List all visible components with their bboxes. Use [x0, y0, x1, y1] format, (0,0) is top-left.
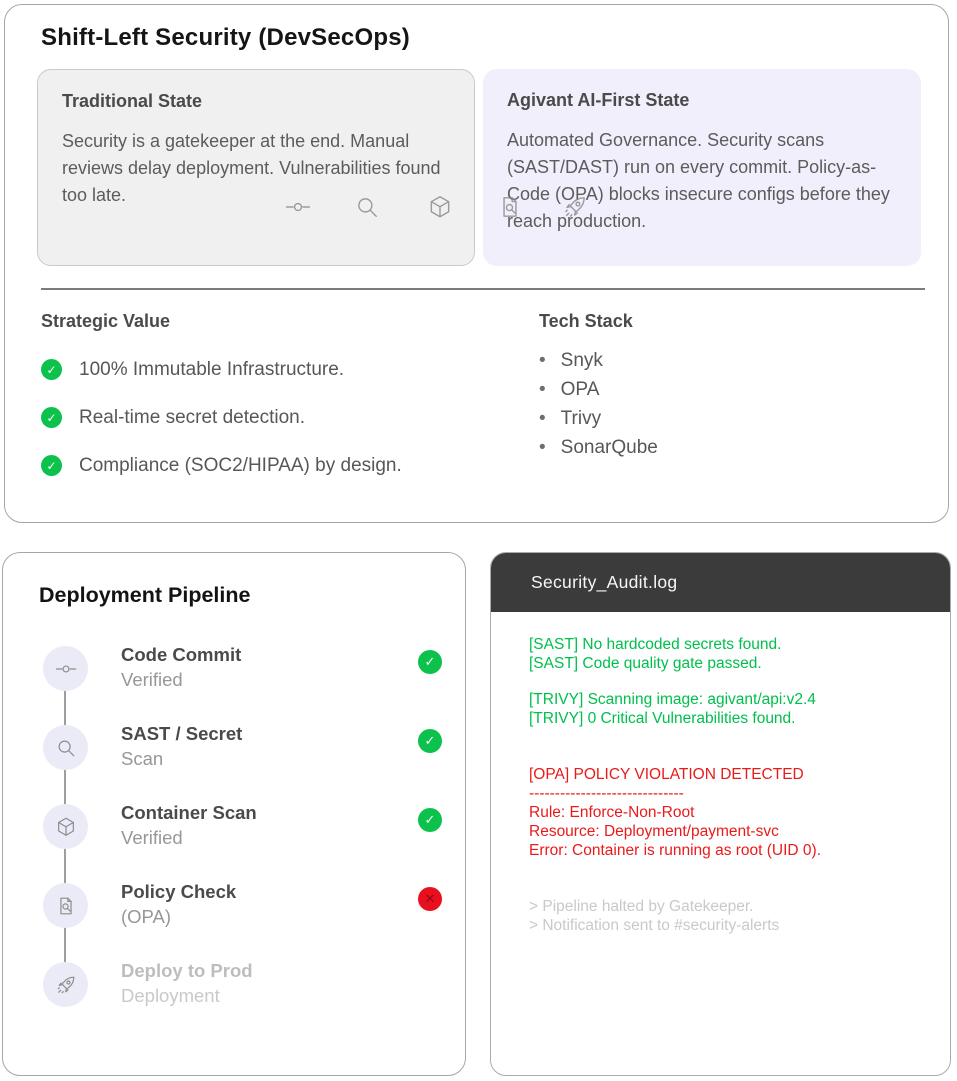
log-line: ------------------------------ — [529, 785, 684, 802]
pipeline-step-policy-check — [3, 883, 465, 929]
pipeline-step-code-commit — [3, 646, 465, 692]
log-line: [TRIVY] 0 Critical Vulnerabilities found. — [529, 710, 796, 727]
step-subtitle: Deployment — [121, 985, 220, 1006]
strategic-value-item: Real-time secret detection. — [79, 406, 305, 428]
check-circle-icon: ✓ — [41, 407, 62, 428]
rocket-icon — [43, 962, 88, 1007]
policy-doc-icon — [497, 194, 523, 220]
step-text — [121, 800, 257, 850]
ai-first-state-box — [483, 69, 921, 266]
list-item — [539, 404, 658, 433]
list-item — [41, 407, 491, 428]
tech-stack-item: SonarQube — [560, 437, 658, 458]
list-item — [539, 346, 658, 375]
step-subtitle: (OPA) — [121, 906, 172, 927]
cube-icon — [43, 804, 88, 849]
strategic-value-item: 100% Immutable Infrastructure. — [79, 358, 345, 380]
strategic-value-section — [41, 311, 491, 476]
step-title: Container Scan — [121, 802, 257, 823]
list-item — [41, 359, 491, 380]
rocket-icon — [562, 194, 588, 220]
log-group-opa-violation — [529, 765, 922, 860]
terminal-title: Security_Audit.log — [531, 572, 678, 592]
step-title: SAST / Secret — [121, 723, 243, 744]
commit-icon — [285, 194, 311, 220]
bullet-icon: • — [539, 350, 546, 371]
strategic-value-item: Compliance (SOC2/HIPAA) by design. — [79, 454, 402, 476]
log-line: Resource: Deployment/payment-svc — [529, 823, 779, 840]
step-text — [121, 958, 253, 1008]
step-subtitle: Verified — [121, 669, 183, 690]
step-text — [121, 642, 241, 692]
pipeline-step-deploy-to-prod — [3, 962, 465, 1008]
log-line: [OPA] POLICY VIOLATION DETECTED — [529, 766, 804, 783]
log-line: [TRIVY] Scanning image: agivant/api:v2.4 — [529, 691, 816, 708]
step-title: Deploy to Prod — [121, 960, 253, 981]
step-text — [121, 721, 242, 771]
policy-doc-icon — [43, 883, 88, 928]
log-line: > Pipeline halted by Gatekeeper. — [529, 898, 754, 915]
log-line: > Notification sent to #security-alerts — [529, 917, 780, 934]
list-item — [539, 433, 658, 462]
check-circle-icon: ✓ — [41, 359, 62, 380]
pipeline-step-sast-scan — [3, 725, 465, 771]
commit-icon — [43, 646, 88, 691]
step-subtitle: Verified — [121, 827, 183, 848]
log-line: [SAST] Code quality gate passed. — [529, 655, 762, 672]
pipeline-step-container-scan — [3, 804, 465, 850]
check-circle-icon: ✓ — [41, 455, 62, 476]
bullet-icon: • — [539, 408, 546, 429]
list-item — [539, 375, 658, 404]
status-success-icon: ✓ — [418, 650, 442, 674]
step-title: Policy Check — [121, 881, 237, 902]
bullet-icon: • — [539, 379, 546, 400]
cube-icon — [427, 194, 453, 220]
security-audit-log-card — [490, 552, 951, 1076]
traditional-state-title: Traditional State — [62, 91, 203, 111]
tech-stack-list — [539, 346, 658, 462]
search-icon — [43, 725, 88, 770]
ai-first-state-body: Automated Governance. Security scans (SAST/DAST) run on every commit. Policy-as-Code (OPA) blocks insecure configs before they reach production. — [507, 130, 890, 231]
bullet-icon: • — [539, 437, 546, 458]
status-success-icon: ✓ — [418, 808, 442, 832]
page-title: Shift-Left Security (DevSecOps) — [41, 24, 410, 51]
tech-stack-title: Tech Stack — [539, 311, 633, 331]
tech-stack-item: Trivy — [560, 408, 602, 429]
log-group-sast — [529, 635, 922, 673]
pipeline-title: Deployment Pipeline — [39, 583, 251, 607]
shift-left-security-card — [4, 4, 949, 523]
section-divider — [41, 288, 925, 290]
deployment-pipeline-card — [2, 552, 466, 1076]
log-line: [SAST] No hardcoded secrets found. — [529, 636, 782, 653]
tech-stack-item: OPA — [560, 379, 600, 400]
log-group-trivy — [529, 690, 922, 728]
log-line: Error: Container is running as root (UID 0). — [529, 842, 822, 859]
status-success-icon: ✓ — [418, 729, 442, 753]
terminal-body — [491, 612, 950, 935]
step-text — [121, 879, 236, 929]
strategic-value-title: Strategic Value — [41, 311, 171, 331]
status-failed-icon: ✕ — [418, 887, 442, 911]
tech-stack-section — [539, 311, 658, 462]
search-icon — [354, 194, 380, 220]
list-item — [41, 455, 491, 476]
tech-stack-item: Snyk — [560, 350, 603, 371]
log-line: Rule: Enforce-Non-Root — [529, 804, 695, 821]
step-subtitle: Scan — [121, 748, 164, 769]
step-title: Code Commit — [121, 644, 242, 665]
ai-first-state-title: Agivant AI-First State — [507, 90, 690, 110]
traditional-state-box — [37, 69, 475, 266]
traditional-state-body: Security is a gatekeeper at the end. Manual reviews delay deployment. Vulnerabilities found too late. — [62, 131, 441, 205]
terminal-header — [491, 553, 950, 612]
log-group-pipeline-halt — [529, 897, 922, 935]
